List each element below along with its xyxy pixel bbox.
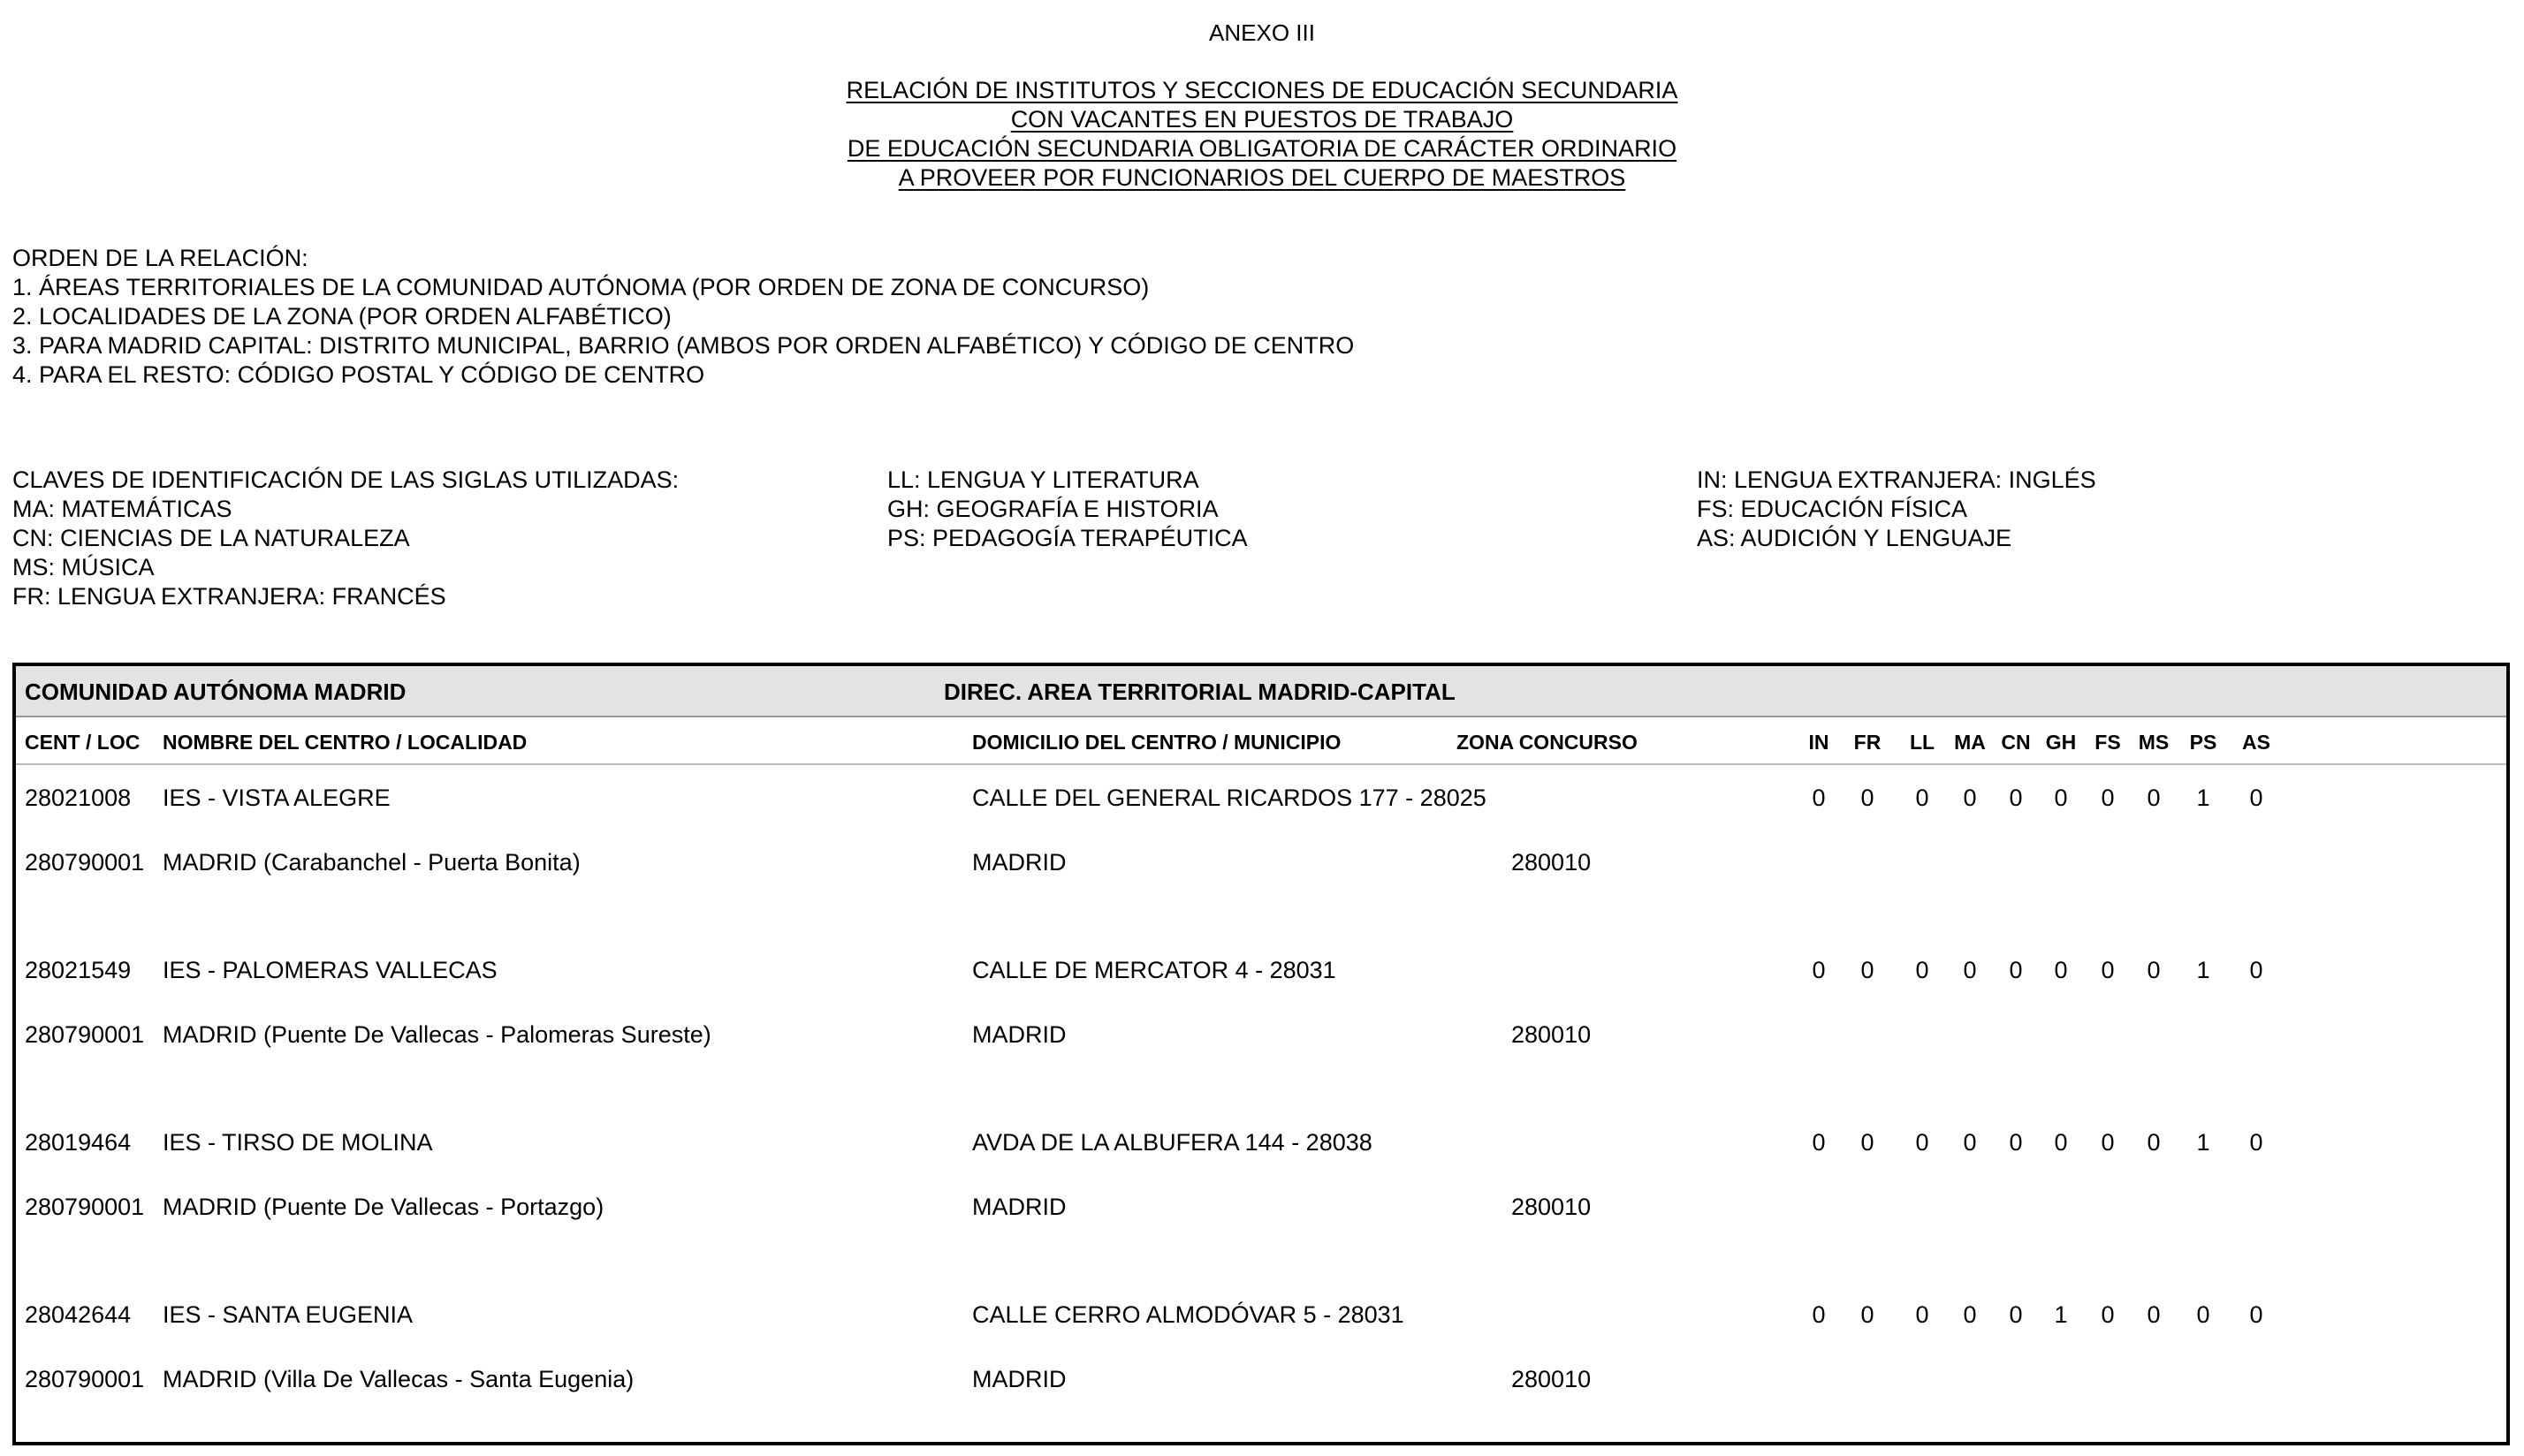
heading-line: DE EDUCACIÓN SECUNDARIA OBLIGATORIA DE CARÁCTER ORDINARIO (847, 135, 1677, 162)
vacancy-count: 0 (2147, 957, 2161, 983)
vacancy-count: 0 (2249, 957, 2263, 983)
vacancy-count: 0 (2196, 1301, 2210, 1328)
table-group-header (16, 666, 2506, 717)
vacancy-count: 0 (1860, 1301, 1874, 1328)
community-label: COMUNIDAD AUTÓNOMA MADRID (25, 679, 407, 705)
municipality: MADRID (972, 849, 1067, 876)
key-item: IN: LENGUA EXTRANJERA: INGLÉS (1697, 466, 2096, 493)
vacancies-table (12, 663, 2510, 1445)
col-header-subject: AS (2242, 731, 2270, 754)
order-item: 2. LOCALIDADES DE LA ZONA (POR ORDEN ALFABÉTICO) (12, 303, 672, 330)
vacancy-count: 0 (1963, 1301, 1977, 1328)
order-heading: ORDEN DE LA RELACIÓN: (12, 245, 308, 271)
heading-line: CON VACANTES EN PUESTOS DE TRABAJO (1010, 106, 1514, 133)
col-header-subject: PS (2189, 731, 2217, 754)
vacancy-count: 0 (2009, 957, 2023, 983)
key-item: GH: GEOGRAFÍA E HISTORIA (887, 496, 1219, 522)
key-item: PS: PEDAGOGÍA TERAPÉUTICA (887, 525, 1248, 551)
vacancy-count: 0 (2101, 785, 2115, 811)
locality-code: 280790001 (25, 1366, 145, 1392)
locality-name: MADRID (Puente De Vallecas - Palomeras Sureste) (163, 1021, 711, 1048)
key-item: MS: MÚSICA (12, 554, 155, 580)
locality-name: MADRID (Puente De Vallecas - Portazgo) (163, 1194, 604, 1220)
key-item: FS: EDUCACIÓN FÍSICA (1697, 496, 1968, 522)
zone-code: 280010 (1511, 1194, 1592, 1220)
center-address: CALLE DE MERCATOR 4 - 28031 (972, 957, 1336, 983)
municipality: MADRID (972, 1366, 1067, 1392)
vacancy-count: 0 (1915, 957, 1929, 983)
vacancy-count: 0 (2249, 1129, 2263, 1156)
col-header-code: CENT / LOC (25, 731, 141, 754)
center-address: CALLE DEL GENERAL RICARDOS 177 - 28025 (972, 785, 1486, 811)
vacancy-count: 0 (2249, 785, 2263, 811)
locality-name: MADRID (Carabanchel - Puerta Bonita) (163, 849, 581, 876)
center-code: 28019464 (25, 1129, 132, 1156)
col-header-zone: ZONA CONCURSO (1456, 731, 1638, 754)
keys-column-3 (1697, 466, 2096, 553)
vacancy-count: 0 (2054, 957, 2068, 983)
keys-heading: CLAVES DE IDENTIFICACIÓN DE LAS SIGLAS UTILIZADAS: (12, 466, 680, 493)
col-header-subject: FR (1853, 731, 1882, 754)
col-header-subject: MS (2138, 731, 2170, 754)
vacancy-count: 0 (1812, 1129, 1826, 1156)
vacancy-count: 0 (1860, 785, 1874, 811)
vacancy-count: 0 (1963, 1129, 1977, 1156)
heading-line: RELACIÓN DE INSTITUTOS Y SECCIONES DE EDUCACIÓN SECUNDARIA (846, 77, 1678, 103)
vacancy-count: 0 (2009, 1129, 2023, 1156)
municipality: MADRID (972, 1021, 1067, 1048)
key-item: LL: LENGUA Y LITERATURA (887, 466, 1199, 493)
locality-code: 280790001 (25, 849, 145, 876)
zone-code: 280010 (1511, 849, 1592, 876)
center-address: CALLE CERRO ALMODÓVAR 5 - 28031 (972, 1301, 1404, 1328)
col-header-subject: FS (2094, 731, 2121, 754)
vacancy-count: 0 (2249, 1301, 2263, 1328)
vacancy-count: 0 (1915, 785, 1929, 811)
vacancy-count: 0 (1963, 785, 1977, 811)
center-name: IES - VISTA ALEGRE (163, 785, 391, 811)
vacancy-count: 0 (1915, 1129, 1929, 1156)
vacancy-count: 1 (2196, 957, 2210, 983)
vacancy-count: 1 (2054, 1301, 2068, 1328)
municipality: MADRID (972, 1194, 1067, 1220)
vacancy-count: 0 (2147, 1301, 2161, 1328)
vacancy-count: 0 (2009, 1301, 2023, 1328)
center-code: 28042644 (25, 1301, 132, 1328)
center-name: IES - TIRSO DE MOLINA (163, 1129, 433, 1156)
vacancy-count: 0 (1860, 1129, 1874, 1156)
key-item: CN: CIENCIAS DE LA NATURALEZA (12, 525, 410, 551)
heading-line: A PROVEER POR FUNCIONARIOS DEL CUERPO DE MAESTROS (898, 164, 1626, 191)
center-code: 28021008 (25, 785, 132, 811)
zone-code: 280010 (1511, 1021, 1592, 1048)
vacancy-count: 1 (2196, 1129, 2210, 1156)
vacancy-count: 0 (1915, 1301, 1929, 1328)
key-item: FR: LENGUA EXTRANJERA: FRANCÉS (12, 583, 446, 610)
col-header-subject: IN (1808, 731, 1829, 754)
center-name: IES - SANTA EUGENIA (163, 1301, 414, 1328)
order-section (12, 244, 1354, 390)
document-heading (0, 76, 2524, 193)
center-name: IES - PALOMERAS VALLECAS (163, 957, 498, 983)
vacancy-count: 0 (2147, 785, 2161, 811)
vacancy-count: 0 (2009, 785, 2023, 811)
locality-code: 280790001 (25, 1194, 145, 1220)
vacancy-count: 0 (2101, 1301, 2115, 1328)
annex-title: ANEXO III (1209, 19, 1315, 46)
zone-code: 280010 (1511, 1366, 1592, 1392)
vacancy-count: 1 (2196, 785, 2210, 811)
order-item: 3. PARA MADRID CAPITAL: DISTRITO MUNICIPAL, BARRIO (AMBOS POR ORDEN ALFABÉTICO) Y CÓDIGO DE CENTRO (12, 332, 1355, 359)
vacancy-count: 0 (1963, 957, 1977, 983)
order-item: 1. ÁREAS TERRITORIALES DE LA COMUNIDAD AUTÓNOMA (POR ORDEN DE ZONA DE CONCURSO) (12, 274, 1150, 300)
order-item: 4. PARA EL RESTO: CÓDIGO POSTAL Y CÓDIGO DE CENTRO (12, 361, 705, 388)
vacancy-count: 0 (1812, 1301, 1826, 1328)
col-header-subject: CN (2001, 731, 2031, 754)
center-code: 28021549 (25, 957, 132, 983)
col-header-subject: LL (1909, 731, 1935, 754)
col-header-subject: MA (1954, 731, 1986, 754)
vacancy-count: 0 (2101, 957, 2115, 983)
vacancy-count: 0 (1812, 785, 1826, 811)
center-address: AVDA DE LA ALBUFERA 144 - 28038 (972, 1129, 1372, 1156)
col-header-address: DOMICILIO DEL CENTRO / MUNICIPIO (972, 731, 1342, 754)
vacancy-count: 0 (1860, 957, 1874, 983)
keys-column-2 (887, 466, 1248, 553)
key-item: AS: AUDICIÓN Y LENGUAJE (1697, 525, 2012, 551)
vacancy-count: 0 (2101, 1129, 2115, 1156)
col-header-subject: GH (2045, 731, 2077, 754)
locality-name: MADRID (Villa De Vallecas - Santa Eugenia) (163, 1366, 635, 1392)
locality-code: 280790001 (25, 1021, 145, 1048)
vacancy-count: 0 (2054, 1129, 2068, 1156)
direction-label: DIREC. AREA TERRITORIAL MADRID-CAPITAL (944, 679, 1456, 705)
col-header-name: NOMBRE DEL CENTRO / LOCALIDAD (163, 731, 528, 754)
vacancy-count: 0 (2147, 1129, 2161, 1156)
vacancy-count: 0 (1812, 957, 1826, 983)
key-item: MA: MATEMÁTICAS (12, 496, 232, 522)
vacancy-count: 0 (2054, 785, 2068, 811)
table-column-headers (16, 717, 2506, 765)
keys-column-1 (12, 466, 679, 611)
